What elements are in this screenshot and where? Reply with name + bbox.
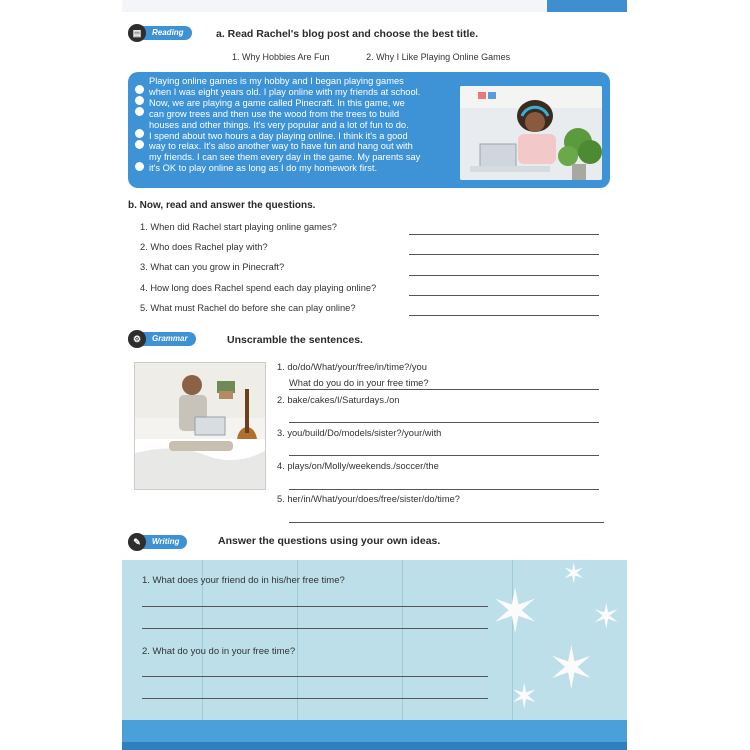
unscramble-4: 4. plays/on/Molly/weekends./soccer/the: [277, 461, 439, 471]
answer-line-g1[interactable]: [289, 389, 599, 390]
blog-line: Playing online games is my hobby and I began playing games: [149, 76, 404, 86]
blog-text: [149, 76, 459, 174]
grammar-heading: Unscramble the sentences.: [227, 334, 363, 346]
unscramble-3: 3. you/build/Do/models/sister?/your/with: [277, 428, 442, 438]
answer-line-w2a[interactable]: [142, 676, 488, 677]
bullet-icon: [135, 96, 144, 105]
blog-line: houses and other things. It's very popular and a lot of fun to do.: [149, 119, 409, 130]
starfish-icon: ✶: [562, 560, 586, 589]
bullet-icon: [135, 107, 144, 116]
blog-line: Now, we are playing a game called Pinecraft. In this game, we: [149, 97, 405, 108]
unscramble-5: 5. her/in/What/your/does/free/sister/do/time?: [277, 494, 460, 504]
reading-heading: a. Read Rachel's blog post and choose the best title.: [216, 28, 479, 40]
writing-badge-label: Writing: [152, 537, 180, 546]
title-option-2: 2. Why I Like Playing Online Games: [366, 52, 511, 62]
answer-line-w2b[interactable]: [142, 698, 488, 699]
reading-badge-label: Reading: [152, 28, 184, 37]
answer-line-g2[interactable]: [289, 422, 599, 423]
answer-line-g5[interactable]: [289, 522, 604, 523]
example-answer: What do you do in your free time?: [289, 378, 429, 388]
answer-line-g3[interactable]: [289, 455, 599, 456]
bullet-icon: [135, 162, 144, 171]
unscramble-1: 1. do/do/What/your/free/in/time?/you: [277, 362, 427, 372]
questions-heading: b. Now, read and answer the questions.: [128, 200, 316, 211]
man-laptop-photo: [134, 362, 266, 490]
starfish-icon: ✶: [490, 578, 541, 645]
blog-line: can grow trees and then use the wood from the trees to build: [149, 108, 400, 119]
gears-icon: ⚙: [128, 330, 146, 348]
grammar-badge-label: Grammar: [152, 334, 188, 343]
grammar-badge: [128, 332, 196, 346]
answer-line-5[interactable]: [409, 315, 599, 316]
blog-line: it's OK to play online as long as I do my homework first.: [149, 163, 378, 174]
answer-line-4[interactable]: [409, 295, 599, 296]
blog-line: way to relax. It's also another way to have fun and hang out with: [149, 141, 413, 152]
question-5: 5. What must Rachel do before she can play online?: [140, 303, 356, 313]
book-icon: ▤: [128, 24, 146, 42]
question-4: 4. How long does Rachel spend each day playing online?: [140, 283, 377, 293]
question-3: 3. What can you grow in Pinecraft?: [140, 262, 285, 272]
starfish-icon: ✶: [510, 678, 539, 716]
writing-box: [122, 560, 627, 720]
blog-line: I spend about two hours a day playing online. I think it's a good: [149, 130, 408, 141]
writing-badge: [128, 535, 187, 549]
title-options: [232, 52, 544, 62]
starfish-icon: ✶: [592, 598, 621, 636]
girl-laptop-photo: [460, 86, 602, 180]
bullet-icon: [135, 129, 144, 138]
title-option-1: 1. Why Hobbies Are Fun: [232, 52, 330, 62]
question-1: 1. When did Rachel start playing online games?: [140, 222, 337, 232]
writing-question-2: 2. What do you do in your free time?: [142, 646, 296, 657]
answer-line-1[interactable]: [409, 234, 599, 235]
blog-line: my friends. I can see them every day in the game. My parents say: [149, 152, 421, 163]
writing-question-1: 1. What does your friend do in his/her free time?: [142, 575, 345, 586]
pencil-icon: ✎: [128, 533, 146, 551]
bullet-icon: [135, 140, 144, 149]
starfish-icon: ✶: [547, 636, 596, 701]
answer-line-2[interactable]: [409, 254, 599, 255]
answer-line-3[interactable]: [409, 275, 599, 276]
answer-line-g4[interactable]: [289, 489, 599, 490]
writing-heading: Answer the questions using your own ideas.: [218, 535, 441, 547]
blog-line: when I was eight years old. I play online with my friends at school.: [149, 86, 421, 97]
bottom-strip: [122, 720, 627, 750]
bullet-icon: [135, 85, 144, 94]
answer-line-w1a[interactable]: [142, 606, 488, 607]
unscramble-2: 2. bake/cakes/I/Saturdays./on: [277, 395, 400, 405]
top-strip: [122, 0, 627, 12]
question-2: 2. Who does Rachel play with?: [140, 242, 268, 252]
workbook-page: [122, 0, 627, 750]
blog-post-box: [128, 72, 610, 188]
reading-badge: [128, 26, 192, 40]
answer-line-w1b[interactable]: [142, 628, 488, 629]
